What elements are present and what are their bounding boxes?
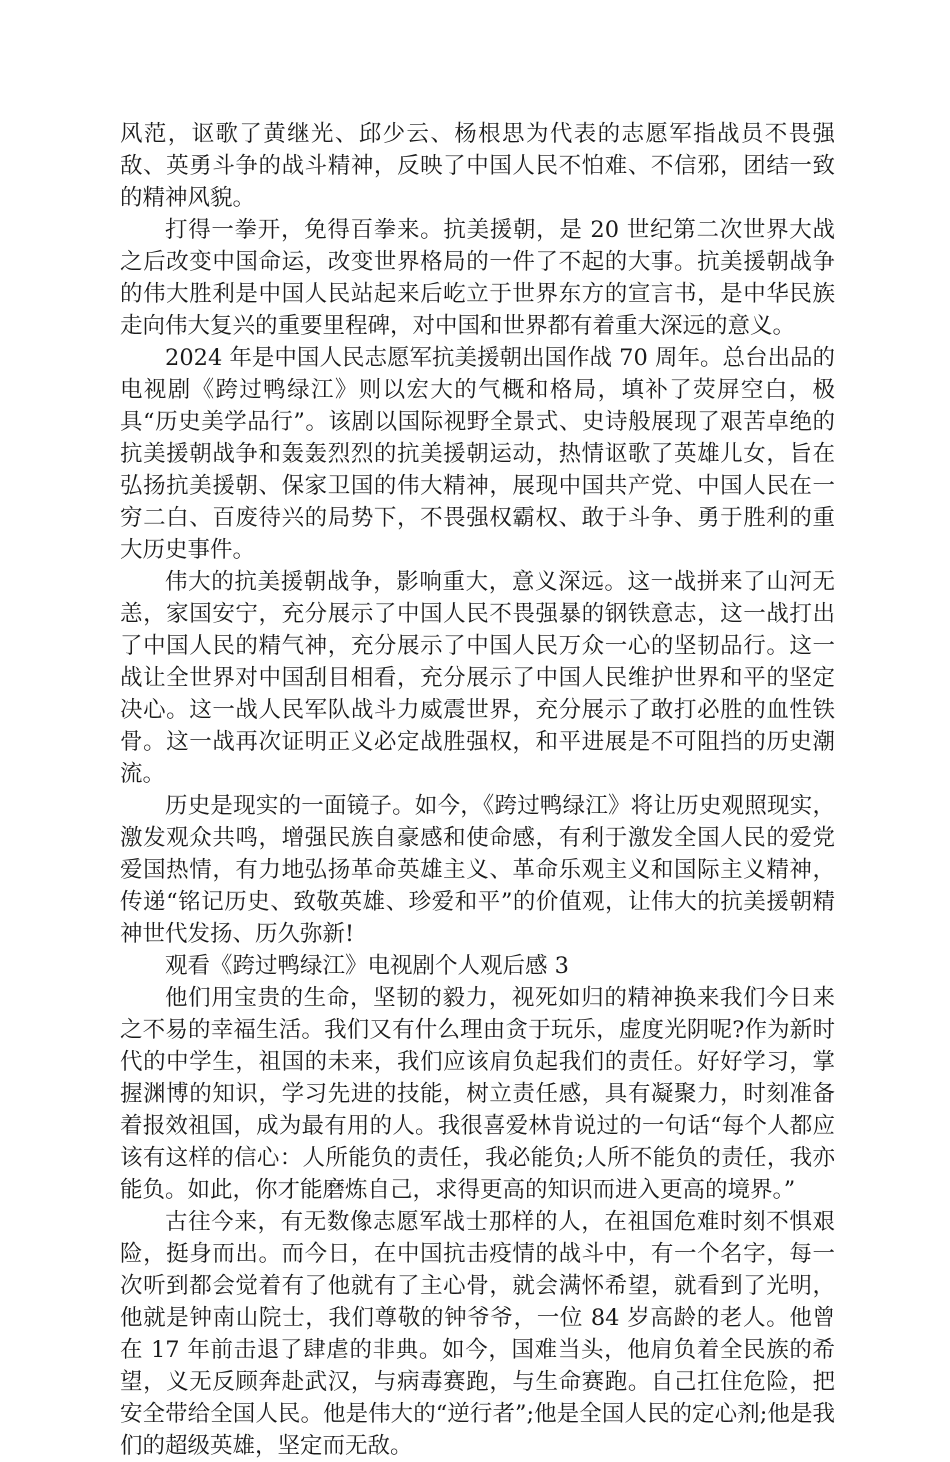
document-page <box>120 118 835 1462</box>
paragraph: 风范，讴歌了黄继光、邱少云、杨根思为代表的志愿军指战员不畏强敌、英勇斗争的战斗精神，反映了中国人民不怕难、不信邪，团结一致的精神风貌。 <box>120 121 835 211</box>
paragraph: 他们用宝贵的生命，坚韧的毅力，视死如归的精神换来我们今日来之不易的幸福生活。我们又有什么理由贪于玩乐，虚度光阴呢?作为新时代的中学生，祖国的未来，我们应该肩负起我们的责任。好好学习，掌握渊博的知识，学习先进的技能，树立责任感，具有凝聚力，时刻准备着报效祖国，成为最有用的人。我很喜爱林肯说过的一句话“每个人都应该有这样的信心：人所能负的责任，我必能负;人所不能负的责任，我亦能负。如此，你才能磨炼自己，求得更高的知识而进入更高的境界。” <box>120 985 835 1203</box>
paragraph: 打得一拳开，免得百拳来。抗美援朝，是 20 世纪第二次世界大战之后改变中国命运，改变世界格局的一件了不起的大事。抗美援朝战争的伟大胜利是中国人民站起来后屹立于世界东方的宣言书，是中华民族走向伟大复兴的重要里程碑，对中国和世界都有着重大深远的意义。 <box>120 217 835 339</box>
section-heading: 观看《跨过鸭绿江》电视剧个人观后感 3 <box>165 953 569 979</box>
paragraph: 2024 年是中国人民志愿军抗美援朝出国作战 70 周年。总台出品的电视剧《跨过鸭绿江》则以宏大的气概和格局，填补了荧屏空白，极具“历史美学品行”。该剧以国际视野全景式、史诗般展现了艰苦卓绝的抗美援朝战争和轰轰烈烈的抗美援朝运动，热情讴歌了英雄儿女，旨在弘扬抗美援朝、保家卫国的伟大精神，展现中国共产党、中国人民在一穷二白、百废待兴的局势下，不畏强权霸权、敢于斗争、勇于胜利的重大历史事件。 <box>120 345 835 563</box>
paragraph: 伟大的抗美援朝战争，影响重大，意义深远。这一战拼来了山河无恙，家国安宁，充分展示了中国人民不畏强暴的钢铁意志，这一战打出了中国人民的精气神，充分展示了中国人民万众一心的坚韧品行。这一战让全世界对中国刮目相看，充分展示了中国人民维护世界和平的坚定决心。这一战人民军队战斗力威震世界，充分展示了敢打必胜的血性铁骨。这一战再次证明正义必定战胜强权，和平进展是不可阻挡的历史潮流。 <box>120 569 835 787</box>
paragraph: 历史是现实的一面镜子。如今，《跨过鸭绿江》将让历史观照现实，激发观众共鸣，增强民族自豪感和使命感，有利于激发全国人民的爱党爱国热情，有力地弘扬革命英雄主义、革命乐观主义和国际主义精神，传递“铭记历史、致敬英雄、珍爱和平”的价值观，让伟大的抗美援朝精神世代发扬、历久弥新! <box>120 793 835 947</box>
paragraph: 古往今来，有无数像志愿军战士那样的人，在祖国危难时刻不惧艰险，挺身而出。而今日，在中国抗击疫情的战斗中，有一个名字，每一次听到都会觉着有了他就有了主心骨，就会满怀希望，就看到了光明，他就是钟南山院士，我们尊敬的钟爷爷，一位 84 岁高龄的老人。他曾在 17 年前击退了肆虐的非典。如今，国难当头，他肩负着全民族的希望，义无反顾奔赴武汉，与病毒赛跑，与生命赛跑。自己扛住危险，把安全带给全国人民。他是伟大的“逆行者”;他是全国人民的定心剂;他是我们的超级英雄，坚定而无敌。 <box>120 1209 835 1459</box>
